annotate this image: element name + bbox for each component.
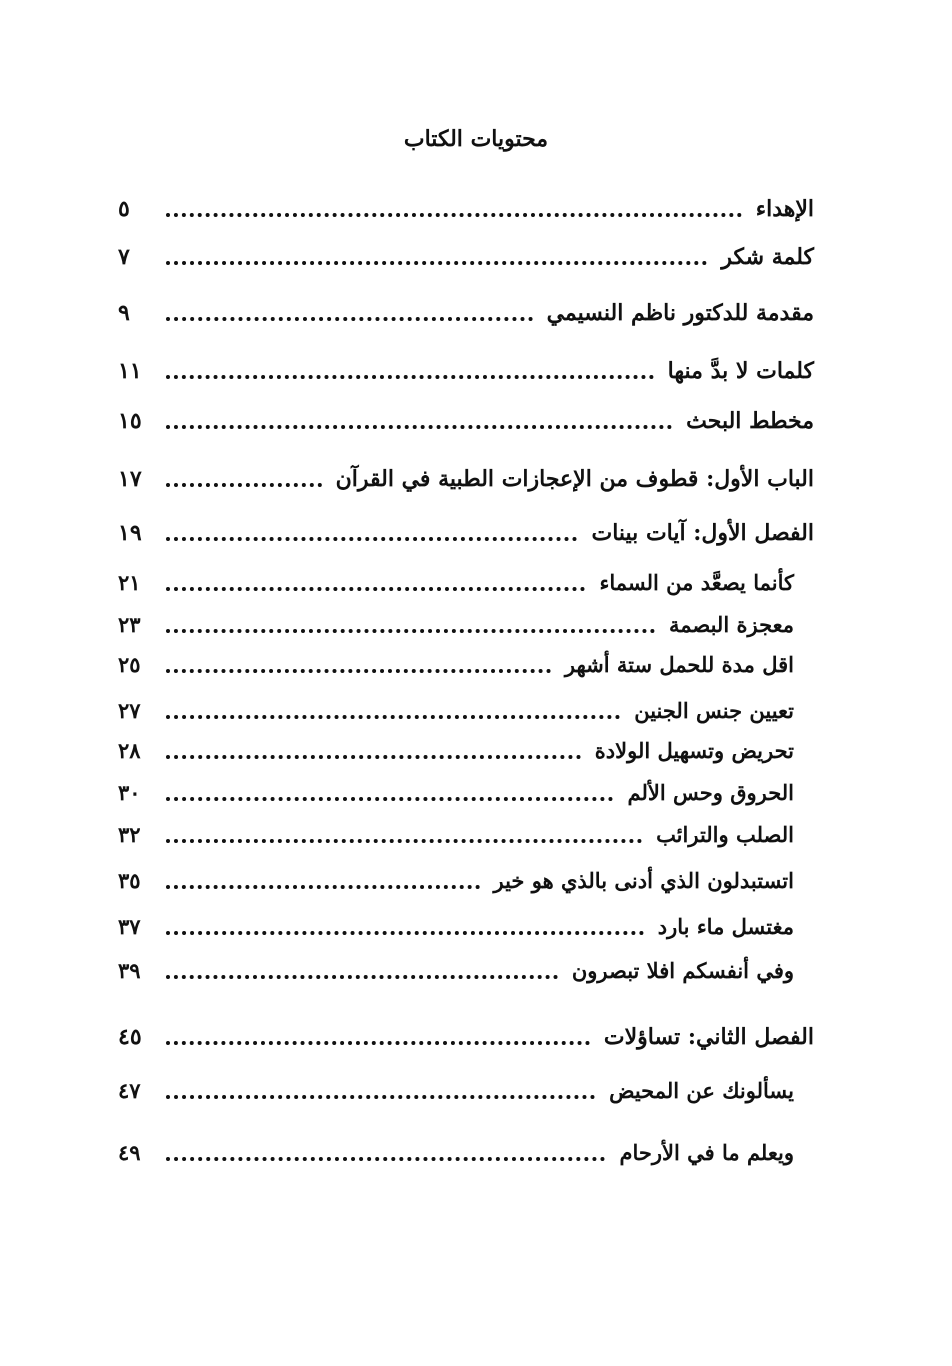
- entry-title: معجزة البصمة: [668, 612, 794, 637]
- leader-dots: [166, 537, 577, 541]
- toc-entry[interactable]: [118, 296, 814, 330]
- toc-entry[interactable]: [118, 192, 814, 226]
- entry-title: اتستبدلون الذي أدنى بالذي هو خير: [493, 868, 794, 893]
- leader-dots: [166, 261, 707, 265]
- entry-title: الفصل الثاني: تساؤلات: [603, 1024, 814, 1050]
- entry-title: مقدمة للدكتور ناظم النسيمي: [546, 300, 814, 326]
- entry-title: وفي أنفسكم افلا تبصرون: [571, 958, 794, 983]
- entry-title: الإهداء: [755, 196, 814, 222]
- page-number: ٤٩: [118, 1140, 141, 1165]
- toc-entry[interactable]: [118, 734, 794, 768]
- leader-dots: [166, 375, 654, 379]
- leader-dots: [166, 755, 581, 759]
- entry-title: اقل مدة للحمل ستة أشهر: [564, 652, 794, 677]
- toc-entry[interactable]: [118, 566, 794, 600]
- toc-entry[interactable]: [118, 1074, 794, 1108]
- leader-dots: [166, 975, 558, 979]
- toc-entry[interactable]: [118, 910, 794, 944]
- leader-dots: [166, 797, 613, 801]
- toc-entry[interactable]: [118, 648, 794, 682]
- page-number: ٣٧: [118, 914, 141, 939]
- entry-title: الحروق وحس الألم: [627, 780, 794, 805]
- page-number: ٣٢: [118, 822, 141, 847]
- toc-entry[interactable]: [118, 776, 794, 810]
- toc-entry[interactable]: [118, 1020, 814, 1054]
- leader-dots: [166, 1041, 590, 1045]
- toc-entry[interactable]: [118, 354, 814, 388]
- toc-entry[interactable]: [118, 954, 794, 988]
- page-number: ٢١: [118, 570, 141, 595]
- page-number: ٤٧: [118, 1078, 141, 1103]
- page-number: ٤٥: [118, 1024, 142, 1050]
- page-number: ٩: [118, 300, 130, 326]
- leader-dots: [166, 931, 644, 935]
- leader-dots: [166, 317, 533, 321]
- toc-entry[interactable]: [118, 462, 814, 496]
- leader-dots: [166, 885, 480, 889]
- page-number: ٥: [118, 196, 130, 222]
- toc-entry[interactable]: [118, 404, 814, 438]
- page-number: ١٥: [118, 408, 142, 434]
- toc-entry[interactable]: [118, 516, 814, 550]
- page-number: ٣٥: [118, 868, 141, 893]
- entry-title: كلمة شكر: [721, 244, 814, 270]
- entry-title: الفصل الأول: آيات بينات: [591, 520, 814, 546]
- page-number: ٢٣: [118, 612, 141, 637]
- page-number: ١٧: [118, 466, 142, 492]
- page-number: ٢٨: [118, 738, 141, 763]
- leader-dots: [166, 669, 551, 673]
- toc-entry[interactable]: [118, 240, 814, 274]
- page-number: ٧: [118, 244, 130, 270]
- entry-title: الصلب والترائب: [656, 822, 794, 847]
- toc-entry[interactable]: [118, 608, 794, 642]
- leader-dots: [166, 839, 642, 843]
- toc-entry[interactable]: [118, 818, 794, 852]
- toc-entry[interactable]: [118, 694, 794, 728]
- entry-title: مخطط البحث: [686, 408, 814, 434]
- page-number: ٢٧: [118, 698, 141, 723]
- leader-dots: [166, 1095, 595, 1099]
- entry-title: تعيين جنس الجنين: [634, 698, 794, 723]
- toc-entry[interactable]: [118, 864, 794, 898]
- leader-dots: [166, 213, 742, 217]
- leader-dots: [166, 715, 620, 719]
- page-number: ١١: [118, 358, 142, 384]
- entry-title: تحريض وتسهيل الولادة: [594, 738, 794, 763]
- entry-title: يسألونك عن المحيض: [609, 1078, 794, 1103]
- page-number: ١٩: [118, 520, 142, 546]
- entry-title: ويعلم ما في الأرحام: [619, 1140, 794, 1165]
- leader-dots: [166, 425, 672, 429]
- leader-dots: [166, 629, 655, 633]
- page-title: محتويات الكتاب: [403, 126, 549, 152]
- entry-title: كلمات لا بدَّ منها: [667, 358, 814, 384]
- leader-dots: [166, 1157, 605, 1161]
- page-number: ٢٥: [118, 652, 141, 677]
- entry-title: مغتسل ماء بارد: [657, 914, 794, 939]
- entry-title: كأنما يصعَّد من السماء: [599, 570, 794, 595]
- entry-title: الباب الأول: قطوف من الإعجازات الطبية في القرآن: [335, 466, 814, 492]
- page-number: ٣٩: [118, 958, 141, 983]
- leader-dots: [166, 587, 585, 591]
- page-number: ٣٠: [118, 780, 141, 805]
- toc-entry[interactable]: [118, 1136, 794, 1170]
- leader-dots: [166, 483, 322, 487]
